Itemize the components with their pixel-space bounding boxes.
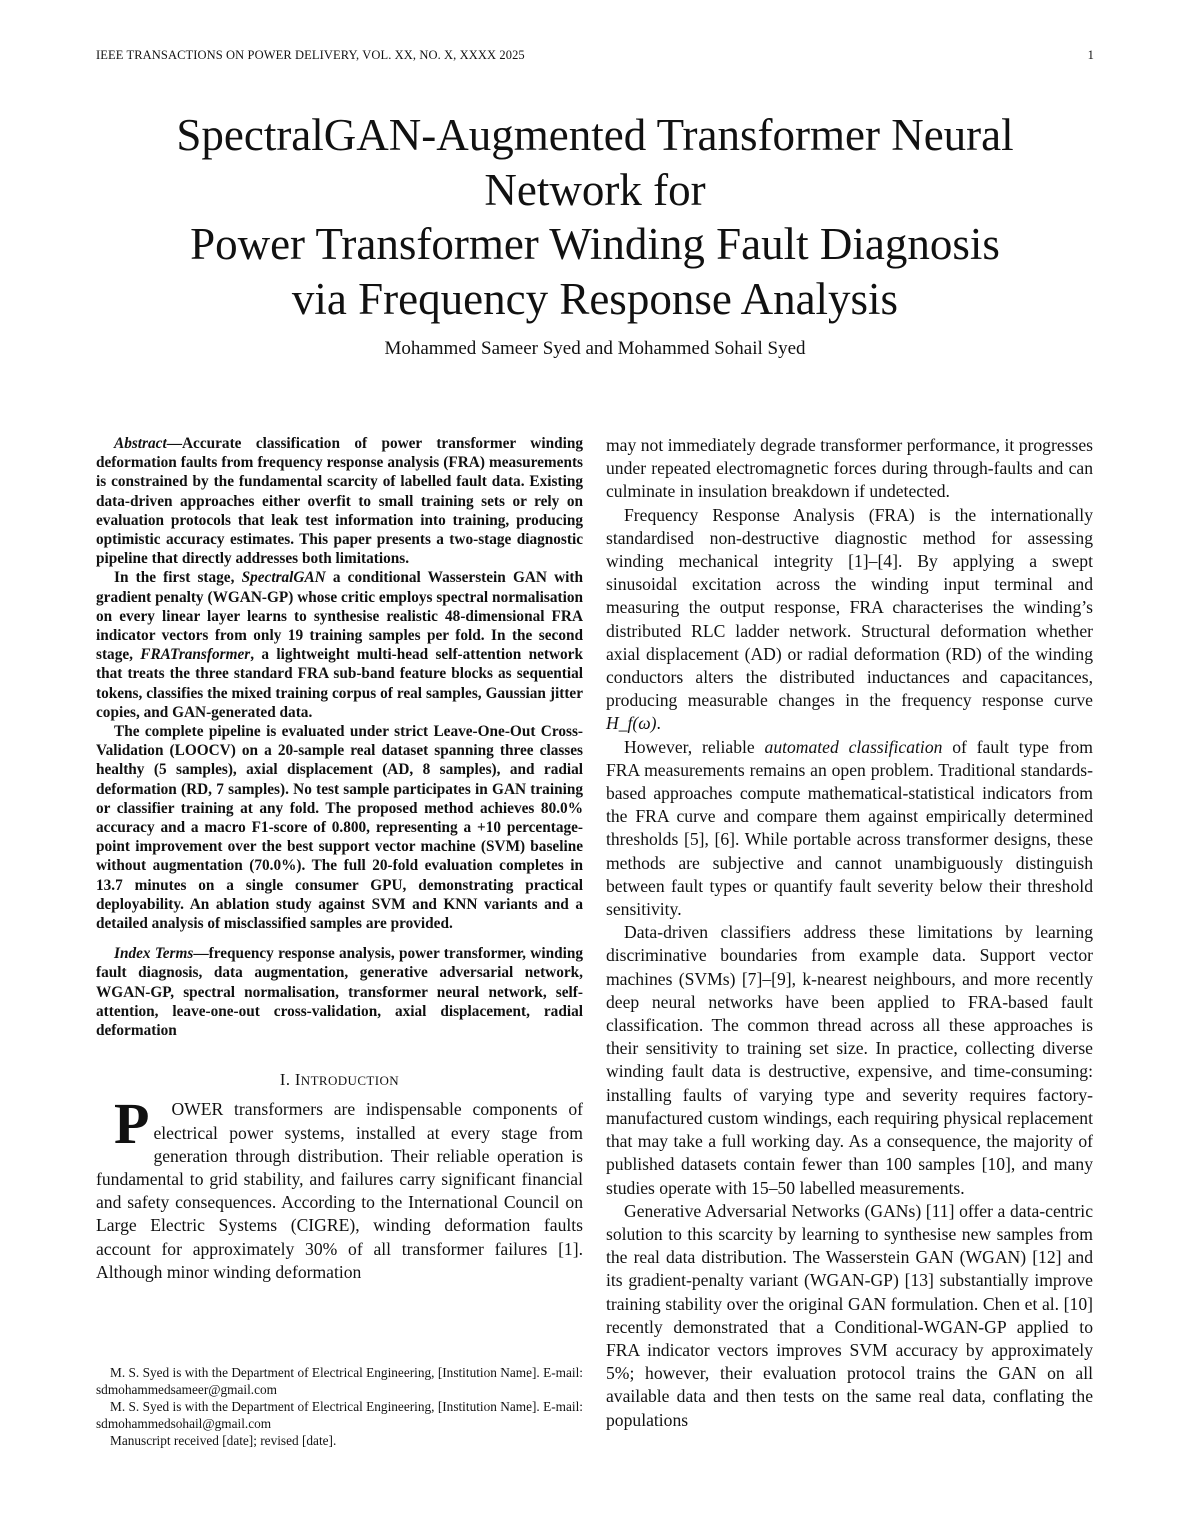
introduction-text bbox=[96, 1091, 583, 1284]
body-paragraph: Data-driven classifiers address these limitations by learning discriminative boundaries from example data. Support vector machines (SVMs) [7]–[9], k-nearest neighbours, and more recently deep neural networks have been applied to FRA-based fault classification. The common thread across all these approaches is their sensitivity to training set size. In practice, collecting diverse winding fault data is destructive, expensive, and time-consuming: installing faults of varying type and severity requires factory-manufactured custom windings, each requiring physical replacement that may take a full working day. As a consequence, the majority of published datasets contain fewer than 100 samples [10], and many studies operate with 15–50 labelled measurements. bbox=[606, 922, 1093, 1198]
method-name: FRATransformer bbox=[140, 646, 251, 664]
abstract bbox=[96, 434, 583, 933]
abstract-label: Abstract bbox=[114, 435, 167, 452]
left-column bbox=[96, 434, 583, 1284]
footnote: M. S. Syed is with the Department of Electrical Engineering, [Institution Name]. E-mail: sdmohammedsohail@gmail.com bbox=[96, 1399, 583, 1431]
title-line: SpectralGAN-Augmented Transformer Neural bbox=[176, 110, 1014, 160]
footnotes bbox=[96, 1364, 583, 1449]
running-header bbox=[96, 48, 1094, 63]
abstract-paragraph: In the first stage, SpectralGAN a conditional Wasserstein GAN with gradient penalty (WGAN-GP) whose critic employs spectral normalisation on every linear layer learns to synthesise realistic 48-dimensional FRA indicator vectors from only 19 training samples per fold. In the second stage, FRATransformer, a lightweight multi-head self-attention network that treats the three standard FRA sub-band feature blocks as sequential tokens, classifies the mixed training corpus of real samples, Gaussian jitter copies, and GAN-generated data. bbox=[96, 569, 583, 721]
footnote: M. S. Syed is with the Department of Electrical Engineering, [Institution Name]. E-mail: sdmohammedsameer@gmail.com bbox=[96, 1365, 583, 1397]
title-line: via Frequency Response Analysis bbox=[291, 273, 899, 324]
right-column bbox=[606, 434, 1093, 1432]
body-paragraph: However, reliable automated classification of fault type from FRA measurements remains an open problem. Traditional standards-based approaches compute mathematical-statistical indicators from the FRA curve and compare them against empirically determined thresholds [5], [6]. While portable across transformer designs, these methods are subjective and cannot unambiguously distinguish between fault types or quantify fault severity below their threshold sensitivity. bbox=[606, 736, 1093, 920]
abstract-paragraph: Abstract—Accurate classification of power transformer winding deformation faults from frequency response analysis (FRA) measurements is constrained by the fundamental scarcity of labelled fault data. Existing data-driven approaches either overfit to small training sets or rely on evaluation protocols that leak test information into training, producing optimistic accuracy estimates. This paper presents a two-stage diagnostic pipeline that directly addresses both limitations. bbox=[96, 435, 583, 568]
index-terms: Index Terms—frequency response analysis, power transformer, winding fault diagnosis, data augmentation, generative adversarial network, WGAN-GP, spectral normalisation, transformer neural network, self-attention, leave-one-out cross-validation, axial displacement, radial deformation bbox=[96, 945, 583, 1040]
body-paragraph: P OWER transformers are indispensable components of electrical power systems, installed at every stage from generation through distribution. Their reliable operation is fundamental to grid stability, and failures carry significant financial and safety consequences. According to the International Council on Large Electric Systems (CIGRE), winding deformation faults account for approximately 30% of all transformer failures [1]. Although minor winding deformation bbox=[96, 1091, 583, 1282]
abstract-paragraph: The complete pipeline is evaluated under strict Leave-One-Out Cross-Validation (LOOCV) on a 20-sample real dataset spanning three classes healthy (5 samples), axial displacement (AD, 8 samples), and radial deformation (RD, 7 samples). No test sample participates in GAN training or classifier training at any fold. The proposed method achieves 80.0% accuracy and a macro F1-score of 0.800, representing a +10 percentage-point improvement over the best support vector machine (SVM) baseline without augmentation (70.0%). The full 20-fold evaluation completes in 13.7 minutes on a single consumer GPU, demonstrating practical deployability. An ablation study against SVM and KNN variants and a detailed analysis of misclassified samples are provided. bbox=[96, 723, 583, 933]
page-number: 1 bbox=[1087, 48, 1094, 62]
body-paragraph: Generative Adversarial Networks (GANs) [11] offer a data-centric solution to this scarcity by learning to synthesise new samples from the real data distribution. The Wasserstein GAN (WGAN) [12] and its gradient-penalty variant (WGAN-GP) [13] substantially improve training stability over the original GAN formulation. Chen et al. [10] recently demonstrated that a Conditional-WGAN-GP applied to FRA indicator vectors improves SVM accuracy by approximately 5%; however, their evaluation protocol trains the GAN on all available data and then tests on the same real data, conflating the populations bbox=[606, 1200, 1093, 1430]
journal-header: IEEE TRANSACTIONS ON POWER DELIVERY, VOL. XX, NO. X, XXXX 2025 bbox=[96, 48, 525, 62]
section-heading: I. INTRODUCTION bbox=[279, 1070, 400, 1090]
title-line: Power Transformer Winding Fault Diagnosis bbox=[190, 219, 1000, 269]
emphasis: automated classification bbox=[764, 736, 943, 757]
math-expression: H_f(ω) bbox=[606, 713, 657, 734]
paper-title bbox=[96, 108, 1094, 326]
body-paragraph: Frequency Response Analysis (FRA) is the internationally standardised non-destructive diagnostic method for assessing winding mechanical integrity [1]–[4]. By applying a swept sinusoidal excitation across the winding input terminal and measuring the output response, FRA characterises the winding’s distributed RLC ladder network. Structural deformation whether axial displacement (AD) or radial deformation (RD) of the winding conductors alters the distributed inductances and capacitances, producing measurable changes in the frequency response curve H_f(ω). bbox=[606, 504, 1093, 734]
method-name: SpectralGAN bbox=[241, 569, 326, 587]
author-list: Mohammed Sameer Syed and Mohammed Sohail Syed bbox=[384, 338, 806, 359]
drop-cap: P bbox=[114, 1091, 150, 1157]
title-line: Network for bbox=[484, 164, 706, 215]
body-paragraph: may not immediately degrade transformer performance, it progresses under repeated electromagnetic forces during through-faults and can culminate in insulation breakdown if undetected. bbox=[606, 435, 1093, 502]
index-terms-label: Index Terms bbox=[114, 945, 194, 963]
footnote: Manuscript received [date]; revised [date]. bbox=[110, 1433, 337, 1448]
